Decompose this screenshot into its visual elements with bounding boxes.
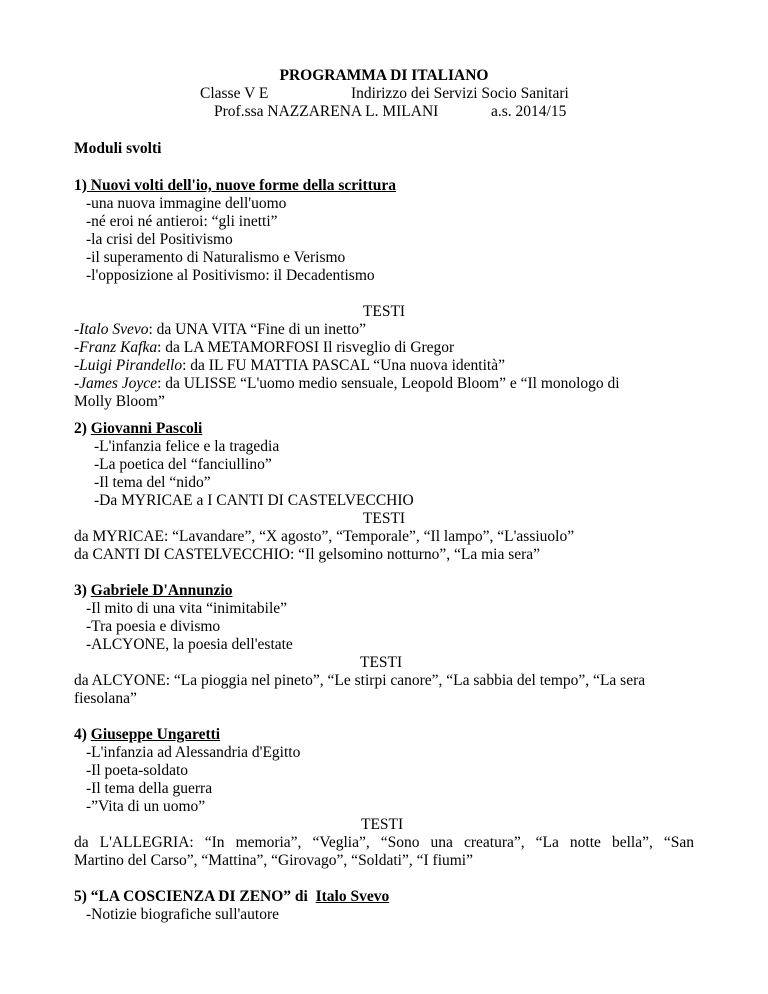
text-entry: da MYRICAE: “Lavandare”, “X agosto”, “Temporale”, “Il lampo”, “L'assiuolo”: [74, 528, 575, 545]
topic-item: -né eroi né antieroi: “gli inetti”: [86, 213, 278, 230]
text-entry-continuation: fiesolana”: [74, 690, 137, 707]
text-entry: da ALCYONE: “La pioggia nel pineto”, “Le stirpi canore”, “La sabbia del tempo”, “La sera: [74, 672, 646, 689]
section-title: Moduli svolti: [74, 140, 162, 157]
school-year: a.s. 2014/15: [491, 103, 567, 120]
texts-label: TESTI: [360, 654, 403, 671]
module-title: Nuovi volti dell'io, nuove forme della scrittura: [86, 177, 397, 194]
author-name: Italo Svevo: [79, 321, 149, 338]
topic-item: -il superamento di Naturalismo e Verismo: [86, 249, 346, 266]
topic-item: -Il poeta-soldato: [86, 762, 189, 779]
module-author: Italo Svevo: [315, 888, 390, 905]
text-entry: -James Joyce: da ULISSE “L'uomo medio sensuale, Leopold Bloom” e “Il monologo di: [74, 375, 620, 392]
author-name: Luigi Pirandello: [79, 357, 183, 374]
module-heading: [74, 420, 202, 438]
teacher-name: Prof.ssa NAZZARENA L. MILANI: [214, 103, 439, 120]
text-entry: -Italo Svevo: da UNA VITA “Fine di un inetto”: [74, 321, 367, 338]
module-number: 5): [74, 888, 87, 905]
work-title: : da LA METAMORFOSI Il risveglio di Gregor: [157, 339, 455, 356]
texts-label: TESTI: [362, 510, 406, 527]
topic-item: -L'infanzia ad Alessandria d'Egitto: [86, 744, 301, 761]
topic-item: -Il mito di una vita “inimitabile”: [86, 600, 288, 617]
topic-item: -Il tema del “nido”: [94, 474, 211, 491]
module-title: Gabriele D'Annunzio: [90, 582, 233, 599]
topic-item: -”Vita di un uomo”: [86, 798, 206, 815]
topic-item: -l'opposizione al Positivismo: il Decadentismo: [86, 267, 375, 284]
module-number: 2): [74, 420, 87, 437]
texts-label: TESTI: [361, 816, 404, 833]
topic-item: -ALCYONE, la poesia dell'estate: [86, 636, 293, 653]
work-title: : da IL FU MATTIA PASCAL “Una nuova identità”: [182, 357, 505, 374]
text-entry-continuation: Molly Bloom”: [74, 393, 165, 410]
module-title: Giovanni Pascoli: [90, 420, 203, 437]
topic-item: -la crisi del Positivismo: [86, 231, 233, 248]
topic-item: -Tra poesia e divismo: [86, 618, 221, 635]
topic-item: -L'infanzia felice e la tragedia: [94, 438, 280, 455]
module-heading: [74, 177, 396, 195]
school-name: Indirizzo dei Servizi Socio Sanitari: [351, 85, 569, 102]
topic-item: -una nuova immagine dell'uomo: [86, 195, 287, 212]
work-title: : da ULISSE “L'uomo medio sensuale, Leopold Bloom” e “Il monologo di: [157, 375, 620, 392]
author-name: Franz Kafka: [79, 339, 158, 356]
module-title: Giuseppe Ungaretti: [90, 726, 221, 743]
document-title: PROGRAMMA DI ITALIANO: [279, 67, 489, 84]
module-number: 4): [74, 726, 87, 743]
author-name: James Joyce: [79, 375, 158, 392]
class-label: Classe V E: [200, 85, 269, 102]
topic-item: -Il tema della guerra: [86, 780, 213, 797]
module-number: 1): [74, 177, 87, 194]
texts-label: TESTI: [362, 303, 406, 320]
text-entry: da CANTI DI CASTELVECCHIO: “Il gelsomino notturno”, “La mia sera”: [74, 546, 541, 563]
module-heading: [74, 726, 220, 744]
work-title: : da UNA VITA “Fine di un inetto”: [148, 321, 367, 338]
text-entry: -Franz Kafka: da LA METAMORFOSI Il risveglio di Gregor: [74, 339, 455, 356]
module-work-title: “LA COSCIENZA DI ZENO” di: [90, 888, 308, 905]
module-heading: [74, 582, 232, 600]
text-entry: da L'ALLEGRIA: “In memoria”, “Veglia”, “Sono una creatura”, “La notte bella”, “San: [74, 834, 694, 851]
text-entry-continuation: Martino del Carso”, “Mattina”, “Girovago”, “Soldati”, “I fiumi”: [74, 852, 473, 869]
topic-item: -Da MYRICAE a I CANTI DI CASTELVECCHIO: [94, 492, 414, 509]
module-heading: [74, 888, 389, 906]
text-entry: -Luigi Pirandello: da IL FU MATTIA PASCAL “Una nuova identità”: [74, 357, 505, 374]
module-number: 3): [74, 582, 87, 599]
topic-item: -Notizie biografiche sull'autore: [86, 906, 280, 923]
topic-item: -La poetica del “fanciullino”: [94, 456, 272, 473]
